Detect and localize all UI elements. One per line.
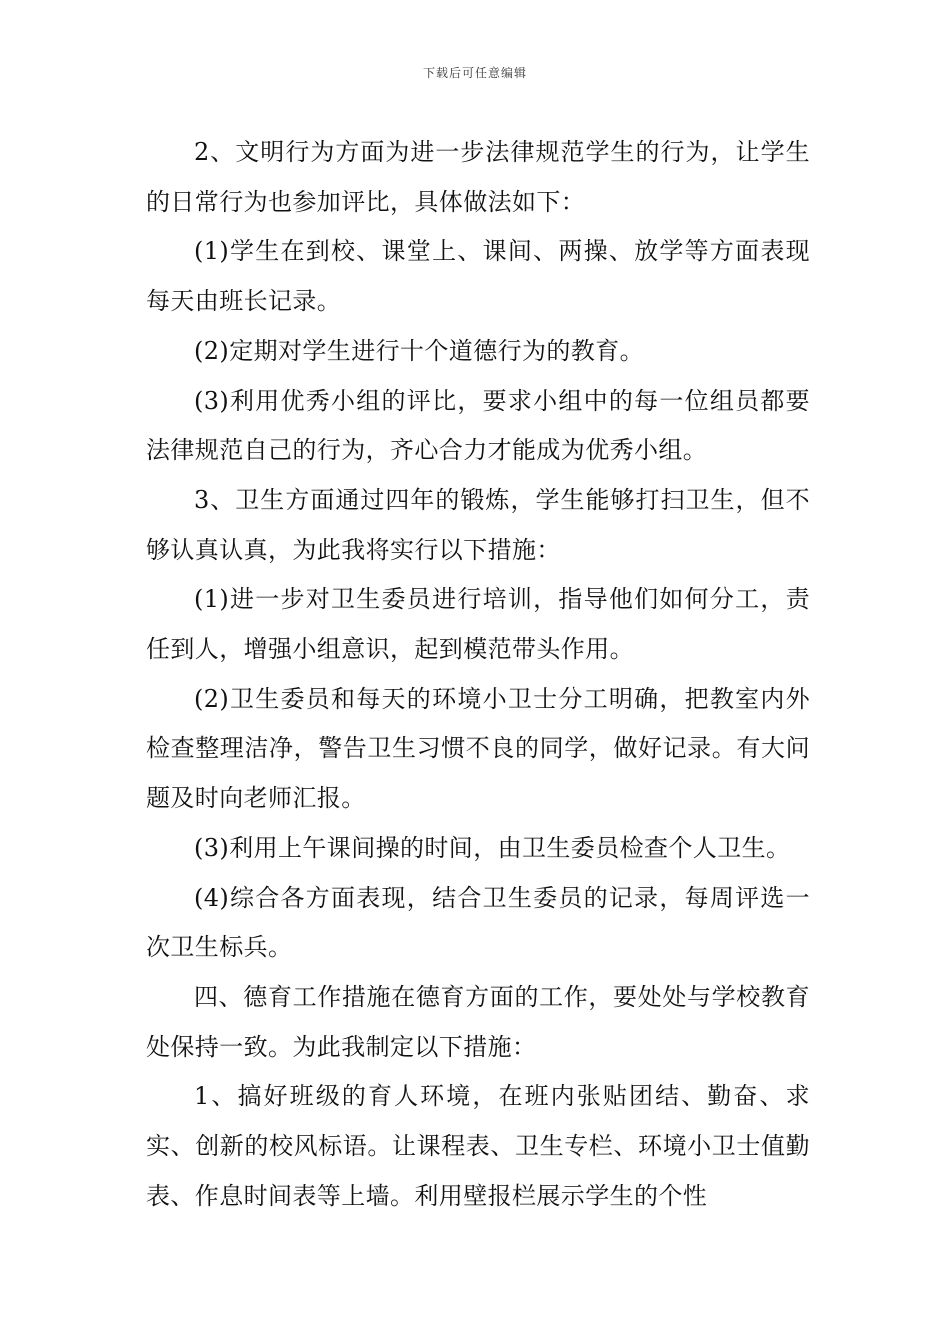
paragraph: (1)进一步对卫生委员进行培训，指导他们如何分工，责任到人，增强小组意识，起到模范带头作用。 (146, 585, 810, 664)
document-body (146, 128, 810, 1221)
page-header: 下载后可任意编辑 (422, 66, 527, 80)
paragraph: 2、文明行为方面为进一步法律规范学生的行为，让学生的日常行为也参加评比，具体做法如下： (146, 138, 810, 216)
paragraph: (3)利用上午课间操的时间，由卫生委员检查个人卫生。 (194, 833, 791, 862)
paragraph: (4)综合各方面表现，结合卫生委员的记录，每周评选一次卫生标兵。 (146, 883, 810, 962)
paragraph: (2)卫生委员和每天的环境小卫士分工明确，把教室内外检查整理洁净，警告卫生习惯不良的同学，做好记录。有大问题及时向老师汇报。 (146, 684, 810, 813)
paragraph: (1)学生在到校、课堂上、课间、两操、放学等方面表现每天由班长记录。 (146, 237, 810, 316)
paragraph: 1、搞好班级的育人环境，在班内张贴团结、勤奋、求实、创新的校风标语。让课程表、卫生专栏、环境小卫士值勤表、作息时间表等上墙。利用壁报栏展示学生的个性 (146, 1082, 810, 1210)
paragraph: 3、卫生方面通过四年的锻炼，学生能够打扫卫生，但不够认真认真，为此我将实行以下措施： (146, 485, 810, 564)
paragraph: 四、德育工作措施在德育方面的工作，要处处与学校教育处保持一致。为此我制定以下措施： (146, 982, 810, 1061)
paragraph: (2)定期对学生进行十个道德行为的教育。 (194, 336, 644, 365)
paragraph: (3)利用优秀小组的评比，要求小组中的每一位组员都要法律规范自己的行为，齐心合力才能成为优秀小组。 (146, 386, 810, 465)
